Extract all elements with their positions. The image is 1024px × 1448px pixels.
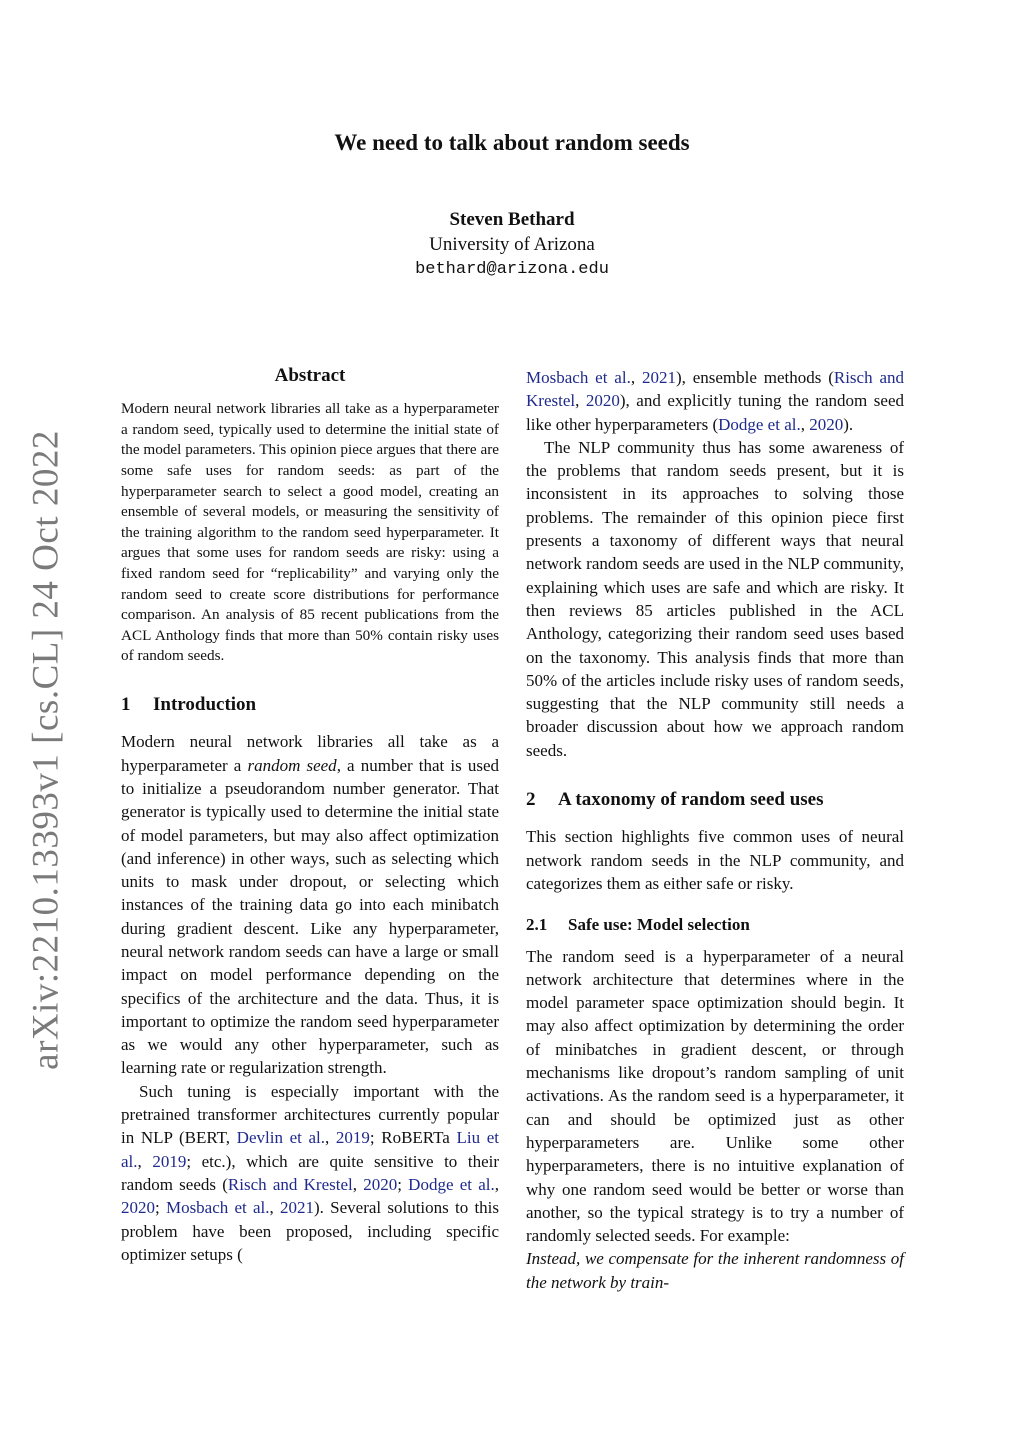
citation-link[interactable]: Mosbach et al. <box>526 368 631 387</box>
author-block <box>0 207 1024 282</box>
citation-year-link[interactable]: 2020 <box>809 414 844 434</box>
intro-paragraph-1 <box>121 730 499 1079</box>
author-name: Steven Bethard <box>449 209 575 230</box>
text-run: , a number that is used to initialize a pseudorandom number generator. That generator is typically used to determine the initial state of model parameters, but may also affect optimization (and inference) in other ways, such as selecting which units to mask under dropout, or selecting which instances of the training data go into each minibatch during gradient descent. Like any hyperparameter, neural network random seeds can have a large or small impact on model performance depending on the specifics of the architecture and the data. Thus, it is important to optimize the random seed hyperparameter as we would any other hyperparameter, such as learning rate or regularization strength. <box>121 755 500 1078</box>
citation-year-link[interactable]: 2019 <box>152 1151 187 1171</box>
section-number: 1 <box>121 694 131 716</box>
emphasis-term: random seed <box>247 755 337 775</box>
citation-year-link[interactable]: 2019 <box>335 1128 370 1148</box>
subsection-title: Safe use: Model selection <box>568 915 750 935</box>
citation-link[interactable]: Risch and Krestel <box>526 368 904 411</box>
text-run: ). <box>843 414 854 434</box>
intro-paragraph-2-continued <box>526 366 904 436</box>
section-heading-introduction <box>121 693 499 716</box>
text-run: ), ensemble methods ( <box>675 368 834 387</box>
citation-year-link[interactable]: 2020 <box>121 1198 155 1218</box>
right-column <box>526 366 904 1294</box>
text-run: , <box>269 1198 281 1218</box>
abstract-text: Modern neural network libraries all take as a hyperparameter a random seed, typically used to determine the initial state of the model parameters. This opinion piece argues that there are some safe uses for random seeds: as part of the hyperparameter search to select a good model, creating an ensemble of several models, or measuring the sensitivity of the training algorithm to the random seed hyperparameter. It argues that some uses for random seeds are risky: using a fixed random seed for “replicability” and varying only the random seed to create score distributions for performance comparison. An analysis of 85 recent publications from the ACL Anthology finds that more than 50% contain risky uses of random seeds. <box>121 400 499 665</box>
model-selection-paragraph: The random seed is a hyperparameter of a neural network architecture that determines where in the model parameter space optimization should begin. It may also affect optimization by determining the order of minibatches in gradient descent, or through mechanisms like dropout’s random sampling of unit activations. As the random seed is a hyperparameter, it can and should be optimized just as other hyperparameters are. Unlike some other hyperparameters, there is no intuitive explanation of why one random seed would be better or worse than another, so the typical strategy is to try a number of randomly selected seeds. For example: <box>526 946 904 1246</box>
left-column <box>121 364 499 1266</box>
author-affiliation: University of Arizona <box>429 234 595 255</box>
section-title: A taxonomy of random seed uses <box>558 789 824 811</box>
citation-link[interactable]: Liu et al. <box>121 1128 499 1171</box>
subsection-number: 2.1 <box>526 915 548 935</box>
citation-link[interactable]: Dodge et al. <box>408 1174 495 1194</box>
section-number: 2 <box>526 789 536 811</box>
abstract-heading: Abstract <box>274 365 346 386</box>
citation-year-link[interactable]: 2020 <box>585 391 620 411</box>
text-run: , <box>352 1174 364 1194</box>
citation-link[interactable]: Devlin et al. <box>236 1128 325 1148</box>
text-run: , <box>137 1151 153 1171</box>
block-quote: Instead, we compensate for the inherent randomness of the network by train- <box>526 1249 904 1292</box>
author-email[interactable]: bethard@arizona.edu <box>415 260 609 279</box>
citation-year-link[interactable]: 2020 <box>363 1174 398 1194</box>
text-run: Modern neural network libraries all take as a hyperparameter a <box>121 732 499 775</box>
citation-link[interactable]: Mosbach et al. <box>165 1198 270 1218</box>
arxiv-stamp-text: arXiv:2210.13393v1 [cs.CL] 24 Oct 2022 <box>25 430 67 1070</box>
text-run: ; etc.), which are quite sensitive to their random seeds ( <box>121 1151 499 1194</box>
text-run: Such tuning is especially important with the pretrained transformer architectures currently popular in NLP (BERT, <box>121 1081 499 1148</box>
subsection-heading-model-selection <box>526 913 904 936</box>
text-run: ), and explicitly tuning the random seed like other hyperparameters ( <box>526 391 905 434</box>
text-run: , <box>324 1128 336 1148</box>
citation-link[interactable]: Dodge et al. <box>718 414 801 434</box>
text-run: , <box>800 414 810 434</box>
citation-year-link[interactable]: 2021 <box>641 368 676 387</box>
intro-paragraph-3: The NLP community thus has some awareness of the problems that random seeds present, but it is inconsistent in its approaches to solving those problems. The remainder of this opinion piece first presents a taxonomy of different ways that neural network random seeds are used in the NLP community, explaining which uses are safe and which are risky. It then reviews 85 articles published in the ACL Anthology, categorizing their random seed uses based on the taxonomy. This analysis finds that more than 50% of the articles include risky uses of random seeds, suggesting that the NLP community still needs a broader discussion about how we approach random seeds. <box>526 437 904 760</box>
taxonomy-paragraph-1: This section highlights five common uses of neural network random seeds in the NLP community, and categorizes them as either safe or risky. <box>526 827 904 893</box>
section-title: Introduction <box>153 694 257 716</box>
citation-link[interactable]: Risch and Krestel <box>227 1174 353 1194</box>
citation-year-link[interactable]: 2021 <box>280 1198 315 1218</box>
text-run: ; RoBERTa <box>369 1128 457 1148</box>
text-run: , <box>630 368 642 387</box>
text-run: , <box>494 1174 499 1194</box>
text-run: ; <box>397 1174 409 1194</box>
section-heading-taxonomy <box>526 788 904 811</box>
text-run: ; <box>155 1198 166 1218</box>
text-run: ). Several solutions to this problem have been proposed, including specific optimizer setups ( <box>121 1198 500 1264</box>
paper-title: We need to talk about random seeds <box>334 130 690 155</box>
intro-paragraph-2 <box>121 1080 499 1266</box>
text-run: , <box>575 391 586 411</box>
